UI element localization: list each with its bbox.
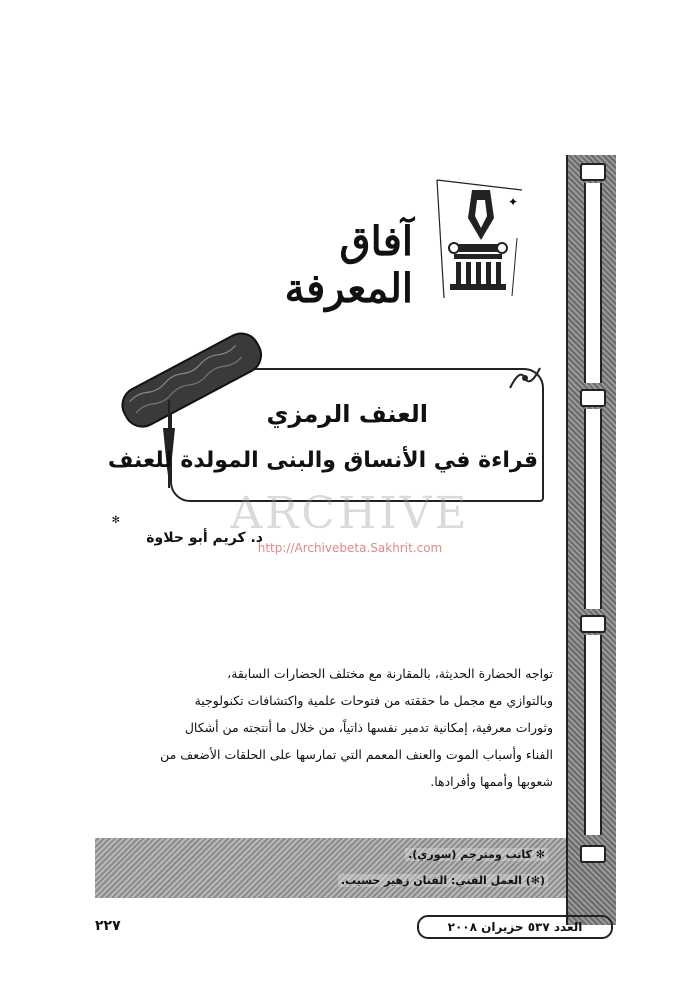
decorative-side-border: [566, 155, 616, 925]
author-footnote-mark: ✻: [111, 515, 120, 526]
body-line: وبالتوازي مع مجمل ما حققته من فتوحات علمية واكتشافات تكنولوجية: [194, 693, 553, 708]
footnote-author: ✻ كاتب ومترجم (سوري).: [405, 848, 548, 861]
body-line: شعوبها وأممها وأفرادها.: [430, 774, 553, 789]
border-ornament: [580, 163, 606, 181]
svg-text:✦: ✦: [508, 195, 519, 209]
border-strip: [584, 183, 602, 383]
footnote-block: [95, 838, 566, 898]
pen-temple-logo-icon: [432, 178, 527, 303]
body-line: الفناء وأسباب الموت والعنف المعمم التي تمارسها على الحلقات الأضعف من: [160, 747, 553, 762]
archive-watermark-url: http://Archivebeta.Sakhrit.com: [257, 541, 443, 555]
issue-info-bar: العدد ٥٣٧ حزيران ٢٠٠٨: [417, 915, 613, 939]
author-name: د. كريم أبو حلاوة: [146, 530, 263, 546]
border-ornament: [580, 615, 606, 633]
border-ornament: [580, 845, 606, 863]
article-intro-text: [123, 660, 553, 795]
footnote-artwork: (✻) العمل الفني: الفنان زهير حسيب.: [338, 874, 548, 887]
article-subtitle: قراءة في الأنساق والبنى المولدة للعنف: [107, 448, 538, 473]
calligraphy-pen-icon: [105, 318, 265, 508]
body-line: تواجه الحضارة الحديثة، بالمقارنة مع مختلف الحضارات السابقة،: [227, 666, 553, 681]
border-strip: [584, 409, 602, 609]
article-title: العنف الرمزي: [266, 400, 428, 428]
archive-watermark: ARCHIVE: [230, 488, 470, 539]
border-strip: [584, 635, 602, 835]
body-line: وثورات معرفية، إمكانية تدمير نفسها ذاتياً، من خلال ما أنتجته من أشكال: [184, 720, 553, 735]
page-number: ٢٢٧: [95, 918, 121, 934]
border-ornament: [580, 389, 606, 407]
section-title: آفاق المعرفة: [284, 218, 413, 312]
frame-ornament-icon: [505, 363, 545, 393]
